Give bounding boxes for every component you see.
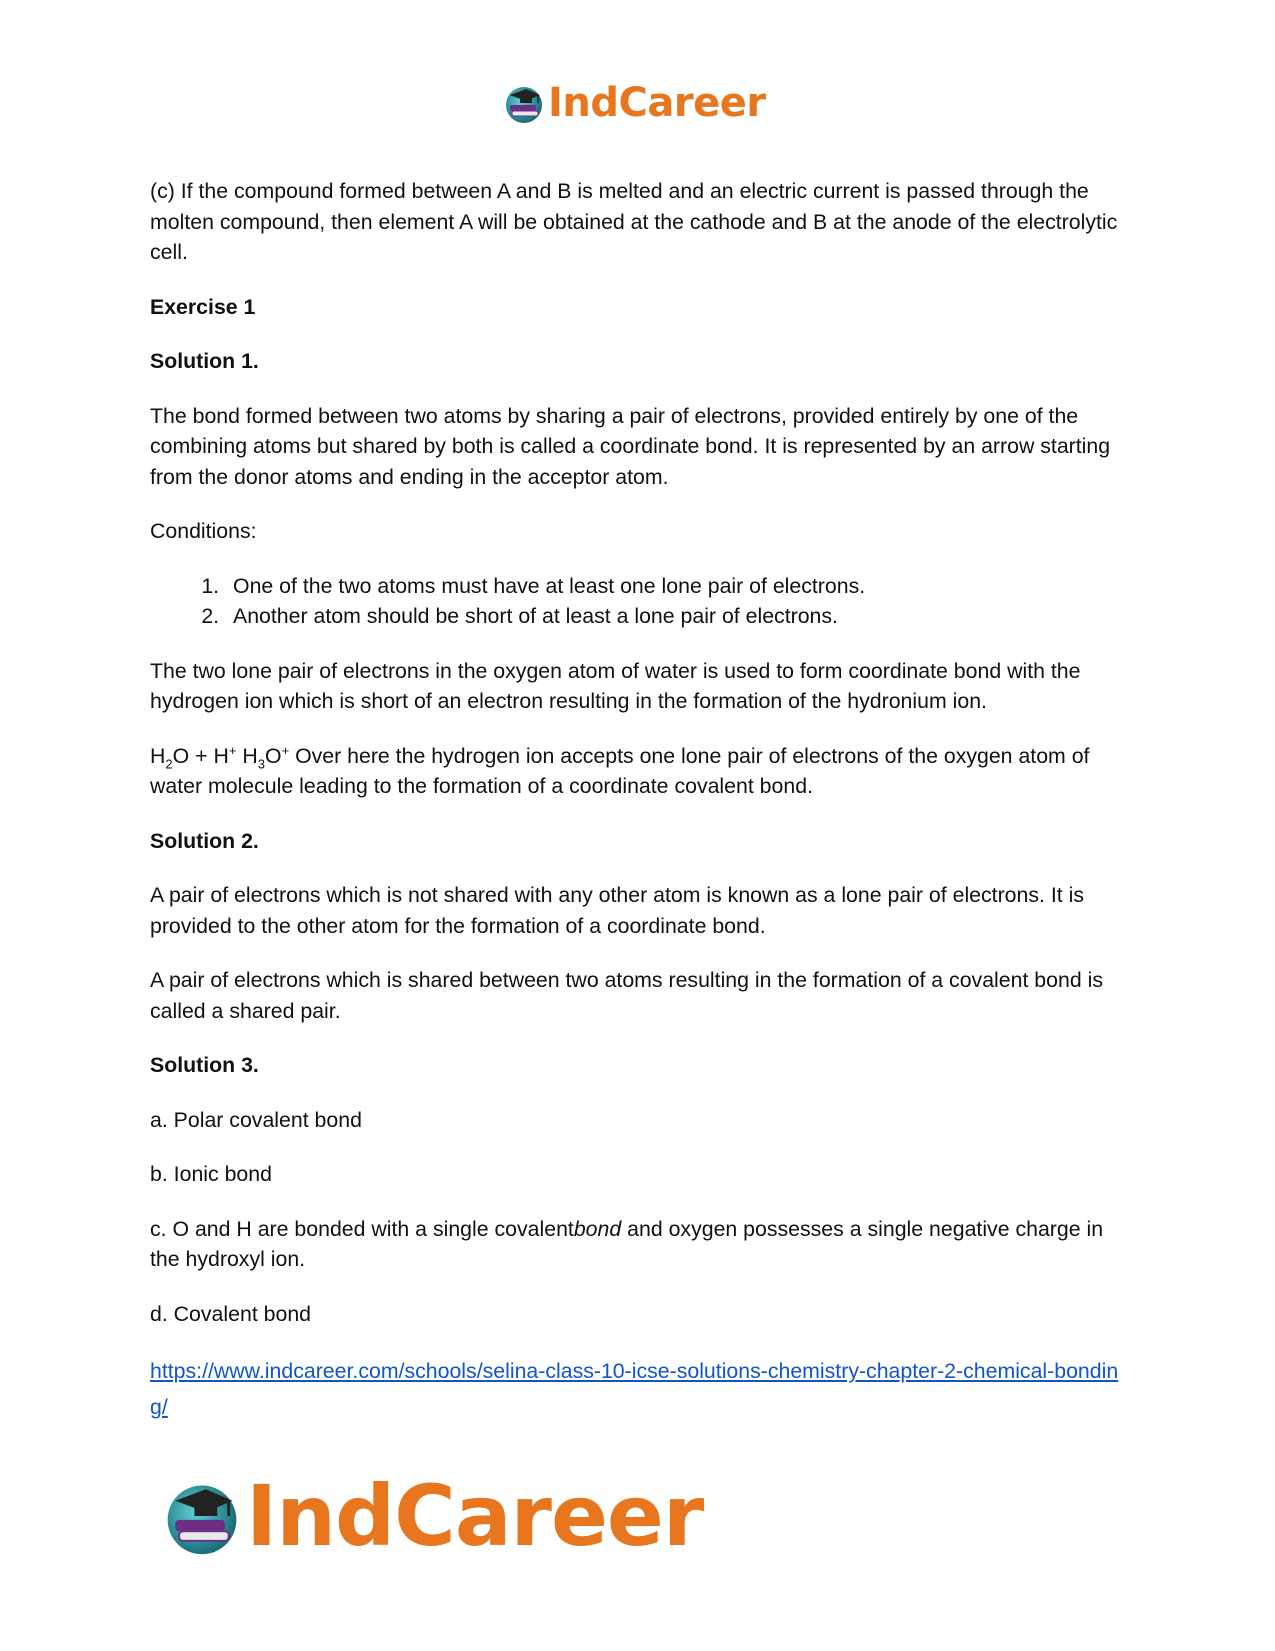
answer-c: c. O and H are bonded with a single covalentbond and oxygen possesses a single negative charge in the hydroxyl ion. bbox=[150, 1216, 1104, 1271]
solution-1-heading: Solution 1. bbox=[150, 349, 259, 373]
solution-2-paragraph-2: A pair of electrons which is shared between two atoms resulting in the formation of a covalent bond is called a shared pair. bbox=[150, 968, 1103, 1023]
footer-logo-text: IndCareer bbox=[246, 1467, 704, 1565]
list-item: 1. One of the two atoms must have at least one lone pair of electrons. bbox=[225, 571, 1135, 602]
answer-b: b. Ionic bond bbox=[150, 1162, 272, 1186]
logo-globe-icon bbox=[160, 1474, 244, 1558]
source-link[interactable]: https://www.indcareer.com/schools/selina-class-10-icse-solutions-chemistry-chapter-2-chemical-bonding/ bbox=[150, 1359, 1119, 1419]
solution-1-paragraph-2: The two lone pair of electrons in the oxygen atom of water is used to form coordinate bond with the hydrogen ion which is short of an electron resulting in the formation of the hydronium ion. bbox=[150, 658, 1081, 713]
answer-a: a. Polar covalent bond bbox=[150, 1107, 362, 1132]
solution-1-paragraph-1: The bond formed between two atoms by sharing a pair of electrons, provided entirely by one of the combining atoms but shared by both is called a coordinate bond. It is represented by an arrow starting from the donor atoms and ending in the acceptor atom. bbox=[150, 403, 1111, 489]
conditions-list bbox=[150, 571, 1135, 632]
list-item: 2. Another atom should be short of at least a lone pair of electrons. bbox=[225, 601, 1135, 632]
exercise-heading: Exercise 1 bbox=[150, 294, 256, 319]
header-logo-text: IndCareer bbox=[548, 80, 766, 126]
answer-d: d. Covalent bond bbox=[150, 1301, 312, 1326]
conditions-label: Conditions: bbox=[150, 519, 257, 543]
paragraph-c: (c) If the compound formed between A and B is melted and an electric current is passed through the molten compound, then element A will be obtained at the cathode and B at the anode of the electrolytic cell. bbox=[150, 179, 1118, 264]
solution-2-heading: Solution 2. bbox=[150, 828, 259, 853]
solution-3-heading: Solution 3. bbox=[150, 1053, 259, 1077]
equation-paragraph: $H_2O + H^+$ $H_3O^+$ Over here the hydrogen ion accepts one lone pair of electrons of the oxygen atom of water molecule leading to the formation of a coordinate covalent bond. bbox=[150, 742, 1090, 798]
footer-logo bbox=[160, 1468, 703, 1564]
document-body bbox=[150, 176, 1135, 1425]
header-logo bbox=[502, 78, 766, 128]
solution-2-paragraph-1: A pair of electrons which is not shared with any other atom is known as a lone pair of electrons. It is provided to the other atom for the formation of a coordinate bond. bbox=[150, 883, 1084, 938]
logo-globe-icon bbox=[502, 81, 546, 125]
